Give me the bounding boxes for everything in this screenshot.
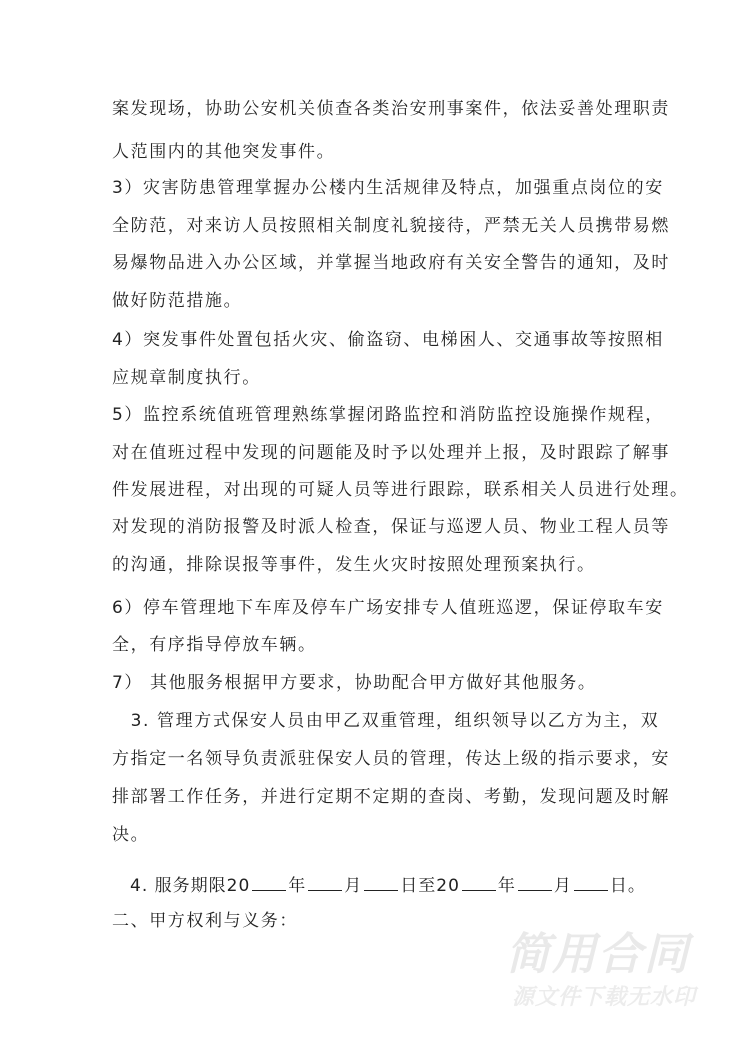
text-line: 人范围内的其他突发事件。 <box>112 142 336 162</box>
text-line: 排部署工作任务，并进行定期不定期的查岗、考勤，发现问题及时解 <box>112 787 670 807</box>
start-day-blank[interactable] <box>364 874 398 891</box>
section-heading: 二、甲方权利与义务： <box>112 911 298 931</box>
text-line: 做好防范措施。 <box>112 291 243 311</box>
watermark-logo: 简用合同 <box>506 929 690 980</box>
text-line: 3）灾害防患管理掌握办公楼内生活规律及特点，加强重点岗位的安 <box>112 178 664 198</box>
text-line: 应规章制度执行。 <box>112 368 261 388</box>
day-to-label: 日至 <box>400 876 437 896</box>
text-line: 决。 <box>112 825 150 845</box>
service-term-line <box>112 874 646 897</box>
year-label: 年 <box>288 876 307 896</box>
text-line: 案发现场，协助公安机关侦查各类治安刑事案件，依法妥善处理职责 <box>112 99 670 119</box>
text-line: 4）突发事件处置包括火灾、偷盗窃、电梯困人、交通事故等按照相 <box>112 330 664 350</box>
text-line: 全防范，对来访人员按照相关制度礼貌接待，严禁无关人员携带易燃 <box>112 216 670 236</box>
text-line: 的沟通，排除误报等事件，发生火灾时按照处理预案执行。 <box>112 555 596 575</box>
end-month-blank[interactable] <box>518 874 552 891</box>
term-prefix: 4. 服务期限 <box>112 876 227 896</box>
text-line: 6）停车管理地下车库及停车广场安排专人值班巡逻，保证停取车安 <box>112 598 664 618</box>
text-line: 易爆物品进入办公区域，并掌握当地政府有关安全警告的通知，及时 <box>112 253 670 273</box>
text-line: 7） 其他服务根据甲方要求，协助配合甲方做好其他服务。 <box>112 673 597 693</box>
text-line: 全，有序指导停放车辆。 <box>112 635 317 655</box>
end-day-blank[interactable] <box>574 874 608 891</box>
watermark-subtitle: 源文件下载无水印 <box>512 985 697 1010</box>
month-label: 月 <box>344 876 363 896</box>
end-year-blank[interactable] <box>462 874 496 891</box>
year-prefix-end: 20 <box>436 876 460 896</box>
text-line: 对在值班过程中发现的问题能及时予以处理并上报，及时跟踪了解事 <box>112 443 670 463</box>
text-line: 对发现的消防报警及时派人检查，保证与巡逻人员、物业工程人员等 <box>112 517 670 537</box>
year-label: 年 <box>497 876 516 896</box>
text-line: 件发展进程，对出现的可疑人员等进行跟踪，联系相关人员进行处理。 <box>112 480 689 500</box>
year-prefix: 20 <box>226 876 251 896</box>
text-line: 3. 管理方式保安人员由甲乙双重管理，组织领导以乙方为主，双 <box>112 711 660 731</box>
start-month-blank[interactable] <box>308 874 342 891</box>
day-end-label: 日。 <box>609 876 646 896</box>
start-year-blank[interactable] <box>252 874 286 891</box>
text-line: 方指定一名领导负责派驻保安人员的管理，传达上级的指示要求，安 <box>112 749 670 769</box>
month-label: 月 <box>553 876 572 896</box>
text-line: 5）监控系统值班管理熟练掌握闭路监控和消防监控设施操作规程， <box>112 405 664 425</box>
